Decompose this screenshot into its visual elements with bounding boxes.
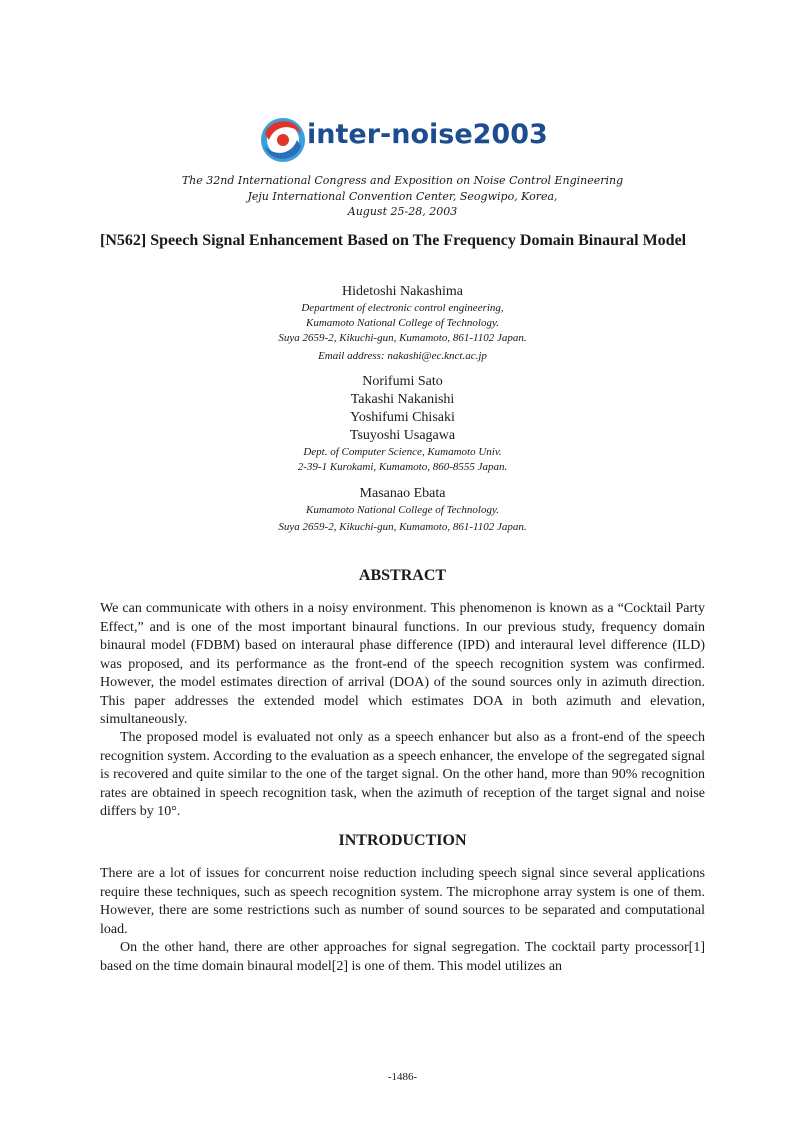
swirl-logo-icon — [257, 112, 309, 168]
affiliation-line: Dept. of Computer Science, Kumamoto Univ. — [303, 446, 502, 458]
author-name: Hidetoshi Nakashima — [342, 284, 463, 299]
conference-line-2: Jeju International Convention Center, Seogwipo, Korea, — [247, 190, 558, 203]
abstract-paragraph-1: We can communicate with others in a noisy environment. This phenomenon is known as a “Cocktail Party Effect,” and is one of the most important binaural functions. In our previous study, frequency domain binaural model (FDBM) based on interaural phase difference (IPD) and interaural level difference (ILD) was proposed, and its performance as the front-end of the speech recognition system was confirmed. However, the model estimates direction of arrival (DOA) of the sound sources only in azimuth direction. This paper addresses the extended model which estimates DOA in both azimuth and elevation, simultaneously. — [100, 601, 705, 727]
page-number: -1486- — [387, 1071, 418, 1083]
logo-wordmark: inter-noise2003 — [307, 119, 548, 150]
introduction-heading: INTRODUCTION — [338, 832, 467, 849]
affiliation-line: Kumamoto National College of Technology. — [305, 504, 499, 516]
affiliation-line: Kumamoto National College of Technology. — [305, 317, 499, 329]
abstract-heading: ABSTRACT — [358, 567, 447, 584]
affiliation-line: Suya 2659-2, Kikuchi-gun, Kumamoto, 861-1102 Japan. — [278, 332, 527, 344]
affiliation-line: Suya 2659-2, Kikuchi-gun, Kumamoto, 861-1102 Japan. — [278, 521, 527, 533]
paper-title: [N562] Speech Signal Enhancement Based on The Frequency Domain Binaural Model — [100, 232, 687, 249]
abstract-paragraph-2: The proposed model is evaluated not only as a speech enhancer but also as a front-end of the speech recognition system. According to the evaluation as a speech enhancer, the envelope of the segregated signal is recovered and quite similar to the one of the target signal. On the other hand, more than 90% recognition rates are obtained in speech recognition task, when the azimuth of reception of the target signal and noise differs by 10°. — [100, 730, 705, 819]
conference-line-3: August 25-28, 2003 — [347, 205, 458, 218]
conference-line-1: The 32nd International Congress and Exposition on Noise Control Engineering — [181, 174, 624, 187]
author-name: Tsuyoshi Usagawa — [349, 428, 456, 443]
author-name: Masanao Ebata — [359, 486, 446, 501]
author-name: Norifumi Sato — [362, 374, 443, 389]
author-name: Takashi Nakanishi — [350, 392, 455, 407]
author-name: Yoshifumi Chisaki — [350, 410, 455, 425]
introduction-paragraph-2: On the other hand, there are other approaches for signal segregation. The cocktail party processor[1] based on the time domain binaural model[2] is one of them. This model utilizes an — [100, 940, 705, 974]
affiliation-line: 2-39-1 Kurokami, Kumamoto, 860-8555 Japan. — [297, 461, 508, 473]
introduction-paragraph-1: There are a lot of issues for concurrent noise reduction including speech signal since several applications require these techniques, such as speech recognition system. The microphone array system is one of them. However, there are some restrictions such as number of sound sources to be separated and computational load. — [100, 866, 705, 937]
conference-logo — [257, 110, 557, 172]
author-email: Email address: nakashi@ec.knct.ac.jp — [318, 350, 487, 362]
affiliation-line: Department of electronic control engineering, — [301, 302, 504, 314]
